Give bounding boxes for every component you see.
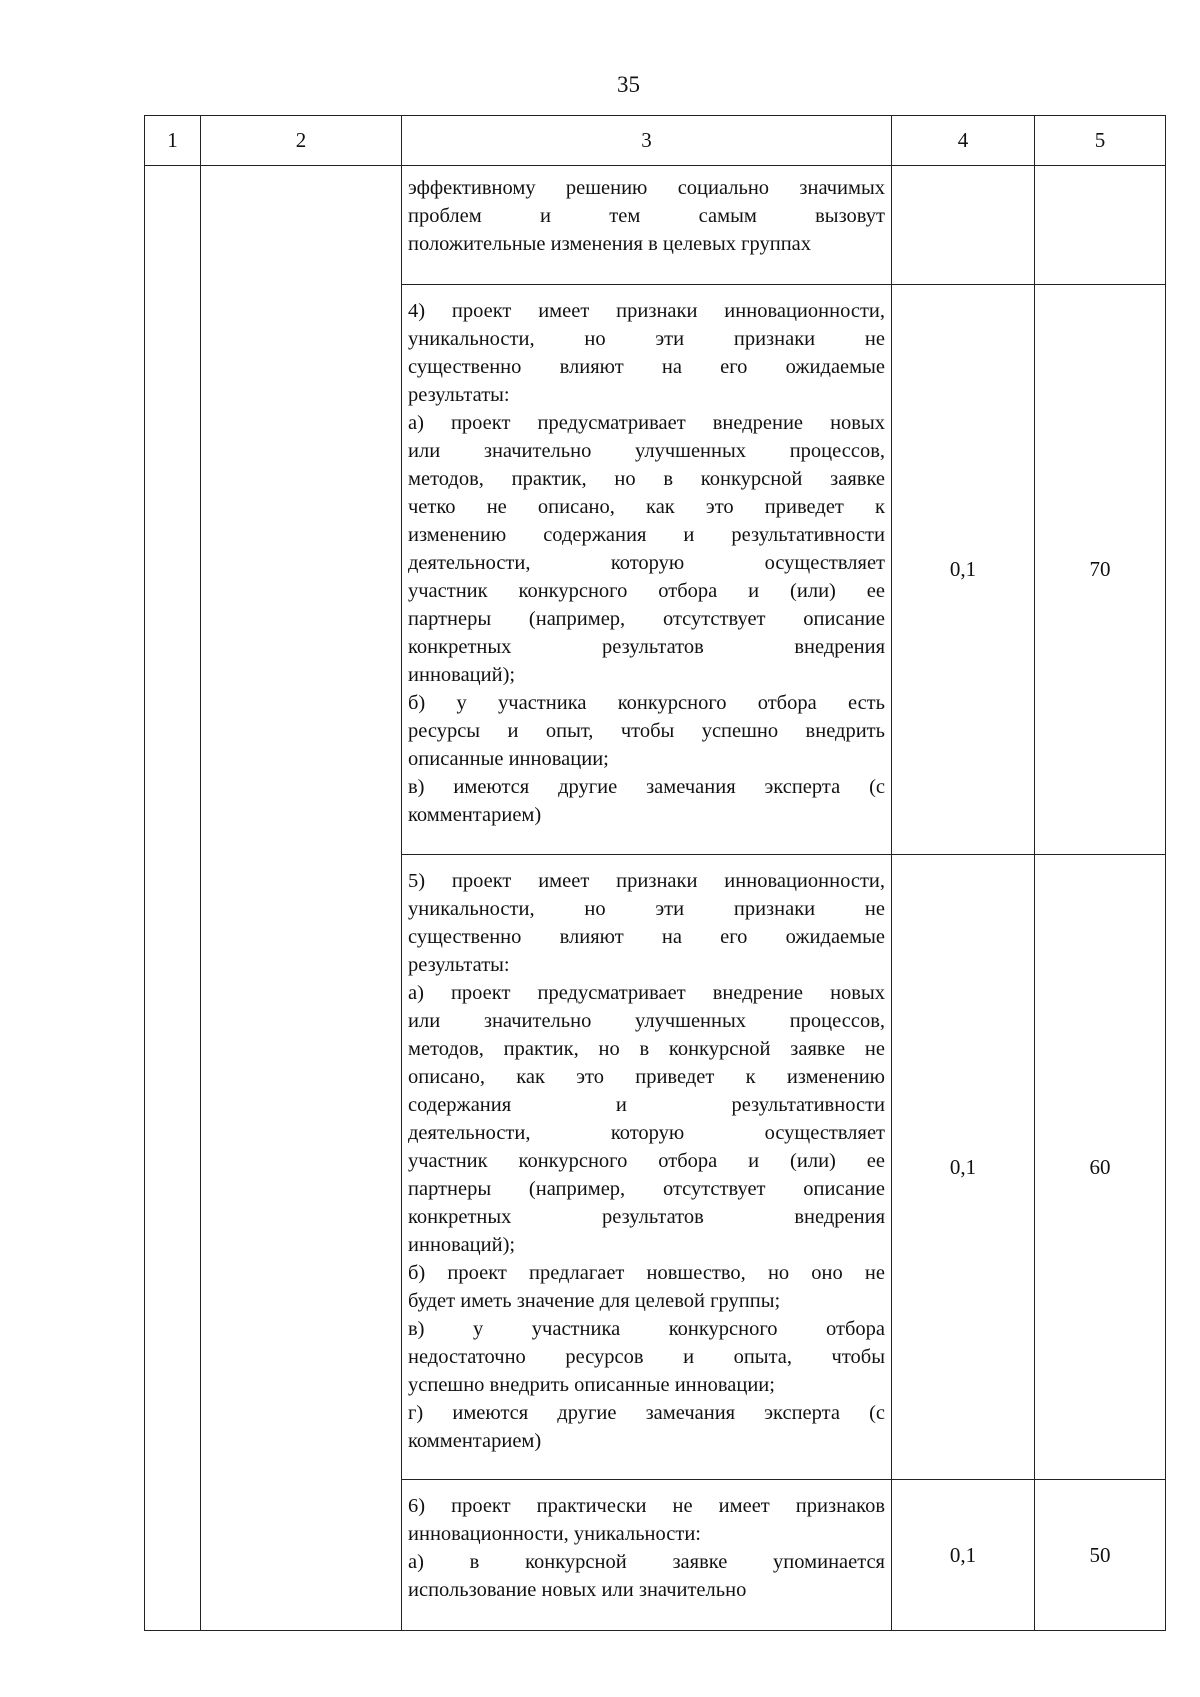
description-line: описанные инновации;: [408, 748, 609, 770]
description-line: 4) проект имеет признаки инновационности,: [408, 300, 885, 322]
description-line: участник конкурсного отбора и (или) ее: [408, 1150, 885, 1172]
description-line: описано, как это приведет к изменению: [408, 1066, 885, 1088]
description-line: будет иметь значение для целевой группы;: [408, 1290, 781, 1312]
column-header-1: 1: [145, 116, 201, 166]
description-line: участник конкурсного отбора и (или) ее: [408, 580, 885, 602]
description-line: ресурсы и опыт, чтобы успешно внедрить: [408, 720, 885, 742]
description-line: а) проект предусматривает внедрение новых: [408, 982, 885, 1004]
page-number: 35: [617, 72, 640, 97]
criterion-weight: 0,1: [892, 1480, 1035, 1631]
description-line: содержания и результативности: [408, 1094, 885, 1116]
description-line: инноваций);: [408, 664, 516, 686]
description-line: партнеры (например, отсутствует описание: [408, 1178, 885, 1200]
description-line: эффективному решению социально значимых: [408, 177, 885, 199]
description-line: деятельности, которую осуществляет: [408, 1122, 885, 1144]
description-line: б) у участника конкурсного отбора есть: [408, 692, 885, 714]
description-line: г) имеются другие замечания эксперта (с: [408, 1402, 885, 1424]
description-line: успешно внедрить описанные инновации;: [408, 1374, 775, 1396]
description-line: результаты:: [408, 384, 510, 406]
criterion-score: 70: [1035, 285, 1166, 855]
criterion-description: [402, 855, 892, 1480]
column-header-4: 4: [892, 116, 1035, 166]
description-line: четко не описано, как это приведет к: [408, 496, 885, 518]
description-line: или значительно улучшенных процессов,: [408, 440, 885, 462]
description-line: 5) проект имеет признаки инновационности,: [408, 870, 885, 892]
description-line: существенно влияют на его ожидаемые: [408, 356, 885, 378]
criterion-weight: 0,1: [892, 285, 1035, 855]
description-line: методов, практик, но в конкурсной заявке: [408, 468, 885, 490]
description-line: конкретных результатов внедрения: [408, 1206, 885, 1228]
criterion-description: [402, 285, 892, 855]
criterion-weight: [892, 166, 1035, 285]
description-line: инновационности, уникальности:: [408, 1523, 701, 1545]
description-line: инноваций);: [408, 1234, 516, 1256]
column-header-2: 2: [201, 116, 402, 166]
criterion-score: 60: [1035, 855, 1166, 1480]
description-line: положительные изменения в целевых группах: [408, 233, 812, 255]
description-line: методов, практик, но в конкурсной заявке не: [408, 1038, 885, 1060]
criterion-score: [1035, 166, 1166, 285]
description-line: в) у участника конкурсного отбора: [408, 1318, 885, 1340]
criterion-description: [402, 166, 892, 285]
description-line: б) проект предлагает новшество, но оно не: [408, 1262, 885, 1284]
description-line: изменению содержания и результативности: [408, 524, 885, 546]
criteria-table: [144, 115, 1166, 1631]
criterion-weight: 0,1: [892, 855, 1035, 1480]
cell-col1-merged: [145, 166, 201, 1631]
description-line: а) в конкурсной заявке упоминается: [408, 1551, 885, 1573]
column-header-3: 3: [402, 116, 892, 166]
description-line: деятельности, которую осуществляет: [408, 552, 885, 574]
description-line: уникальности, но эти признаки не: [408, 898, 885, 920]
table-header-row: [145, 116, 1166, 166]
description-line: комментарием): [408, 804, 542, 826]
description-line: комментарием): [408, 1430, 542, 1452]
table-row: [145, 166, 1166, 285]
cell-col2-merged: [201, 166, 402, 1631]
description-line: в) имеются другие замечания эксперта (с: [408, 776, 885, 798]
description-line: конкретных результатов внедрения: [408, 636, 885, 658]
description-line: результаты:: [408, 954, 510, 976]
column-header-5: 5: [1035, 116, 1166, 166]
description-line: партнеры (например, отсутствует описание: [408, 608, 885, 630]
description-line: существенно влияют на его ожидаемые: [408, 926, 885, 948]
description-line: использование новых или значительно: [408, 1579, 747, 1601]
description-line: недостаточно ресурсов и опыта, чтобы: [408, 1346, 885, 1368]
description-line: проблем и тем самым вызовут: [408, 205, 885, 227]
criterion-description: [402, 1480, 892, 1631]
criterion-score: 50: [1035, 1480, 1166, 1631]
description-line: или значительно улучшенных процессов,: [408, 1010, 885, 1032]
description-line: уникальности, но эти признаки не: [408, 328, 885, 350]
description-line: а) проект предусматривает внедрение новых: [408, 412, 885, 434]
description-line: 6) проект практически не имеет признаков: [408, 1495, 885, 1517]
